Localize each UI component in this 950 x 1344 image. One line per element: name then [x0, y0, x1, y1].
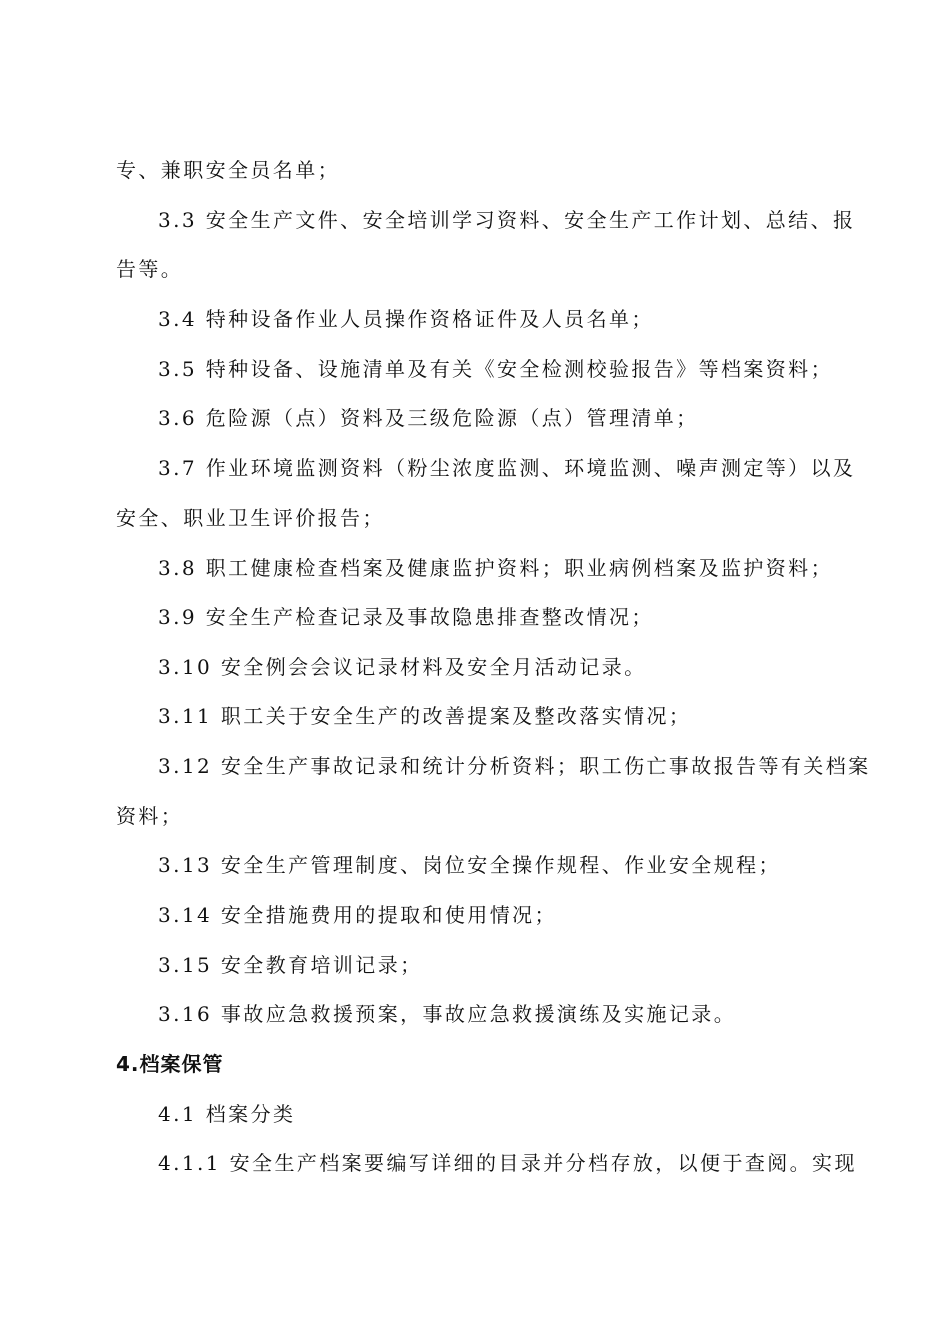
section-heading: 4.档案保管: [116, 1052, 224, 1076]
paragraph-line: 资料；: [116, 804, 184, 828]
paragraph-line: 3.12 安全生产事故记录和统计分析资料；职工伤亡事故报告等有关档案: [158, 754, 871, 778]
paragraph-line: 3.3 安全生产文件、安全培训学习资料、安全生产工作计划、总结、报: [158, 208, 856, 232]
paragraph-line: 3.13 安全生产管理制度、岗位安全操作规程、作业安全规程；: [158, 853, 781, 877]
subsection-heading: 4.1 档案分类: [158, 1102, 296, 1126]
paragraph-line: 3.10 安全例会会议记录材料及安全月活动记录。: [158, 655, 647, 679]
paragraph-line: 3.8 职工健康检查档案及健康监护资料；职业病例档案及监护资料；: [158, 556, 833, 580]
paragraph-line: 专、兼职安全员名单；: [116, 158, 340, 182]
paragraph-line: 3.6 危险源（点）资料及三级危险源（点）管理清单；: [158, 406, 699, 430]
paragraph-line: 3.7 作业环境监测资料（粉尘浓度监测、环境监测、噪声测定等）以及: [158, 456, 856, 480]
paragraph-line: 安全、职业卫生评价报告；: [116, 506, 385, 530]
paragraph-line: 3.5 特种设备、设施清单及有关《安全检测校验报告》等档案资料；: [158, 357, 833, 381]
paragraph-line: 3.16 事故应急救援预案，事故应急救援演练及实施记录。: [158, 1002, 737, 1026]
paragraph-line: 3.14 安全措施费用的提取和使用情况；: [158, 903, 557, 927]
paragraph-line: 3.4 特种设备作业人员操作资格证件及人员名单；: [158, 307, 654, 331]
paragraph-line: 4.1.1 安全生产档案要编写详细的目录并分档存放，以便于查阅。实现: [158, 1151, 857, 1175]
paragraph-line: 告等。: [116, 257, 184, 281]
paragraph-line: 3.15 安全教育培训记录；: [158, 953, 423, 977]
paragraph-line: 3.9 安全生产检查记录及事故隐患排查整改情况；: [158, 605, 654, 629]
paragraph-line: 3.11 职工关于安全生产的改善提案及整改落实情况；: [158, 704, 692, 728]
